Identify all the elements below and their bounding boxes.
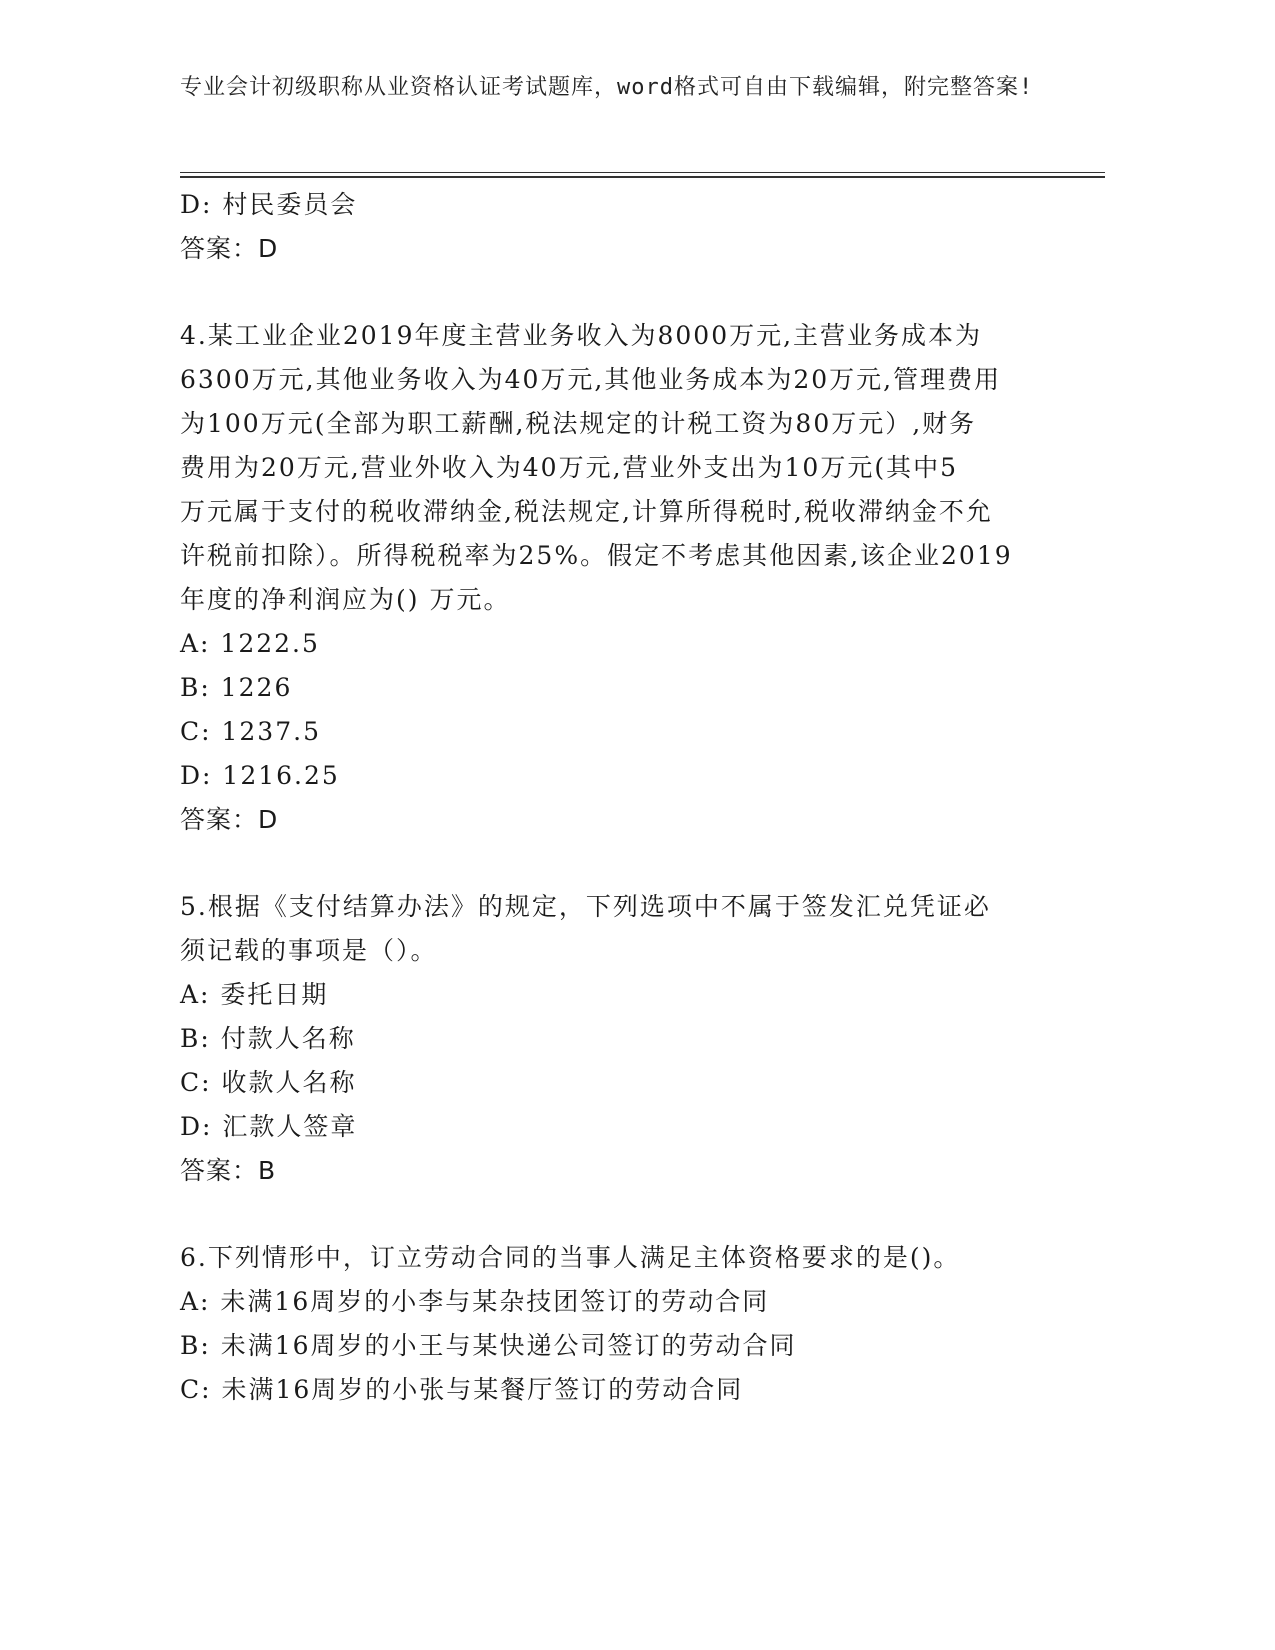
question-5-line: 须记载的事项是（）。 (180, 936, 438, 965)
header-divider-thin (180, 172, 1105, 173)
question-4-option-b: B: 1226 (180, 673, 293, 702)
document-header: 专业会计初级职称从业资格认证考试题库，word格式可自由下载编辑，附完整答案! (180, 75, 1034, 100)
question-5-line: 5.根据《支付结算办法》的规定，下列选项中不属于签发汇兑凭证必 (180, 892, 991, 921)
question-content (180, 183, 1060, 1412)
header-divider-thick (180, 176, 1105, 178)
spacer (180, 271, 1060, 314)
question-5-option-d: D: 汇款人签章 (180, 1112, 358, 1141)
question-4 (180, 314, 1060, 842)
question-6-line: 6.下列情形中，订立劳动合同的当事人满足主体资格要求的是()。 (180, 1243, 961, 1272)
question-5-option-b: B: 付款人名称 (180, 1024, 356, 1053)
question-4-line: 6300万元,其他业务收入为40万元,其他业务成本为20万元,管理费用 (180, 365, 1002, 394)
question-4-line: 为100万元(全部为职工薪酬,税法规定的计税工资为80万元）,财务 (180, 409, 977, 438)
question-5-answer: 答案：B (180, 1156, 277, 1185)
question-4-line: 费用为20万元,营业外收入为40万元,营业外支出为10万元(其中5 (180, 453, 958, 482)
spacer (180, 1193, 1060, 1236)
question-4-line: 万元属于支付的税收滞纳金,税法规定,计算所得税时,税收滞纳金不允 (180, 497, 993, 526)
question-4-option-d: D: 1216.25 (180, 761, 340, 790)
question-4-option-a: A: 1222.5 (180, 629, 320, 658)
question-4-option-c: C: 1237.5 (180, 717, 321, 746)
question-4-answer: 答案：D (180, 805, 279, 834)
question-4-line: 4.某工业企业2019年度主营业务收入为8000万元,主营业务成本为 (180, 321, 983, 350)
question-4-line: 年度的净利润应为() 万元。 (180, 585, 511, 614)
question-6-option-c: C: 未满16周岁的小张与某餐厅签订的劳动合同 (180, 1375, 744, 1404)
question-4-line: 许税前扣除）。所得税税率为25%。假定不考虑其他因素,该企业2019 (180, 541, 1013, 570)
question-5 (180, 885, 1060, 1193)
question-6-option-b: B: 未满16周岁的小王与某快递公司签订的劳动合同 (180, 1331, 797, 1360)
question-5-option-a: A: 委托日期 (180, 980, 329, 1009)
prev-answer: 答案：D (180, 234, 279, 263)
question-6-option-a: A: 未满16周岁的小李与某杂技团签订的劳动合同 (180, 1287, 770, 1316)
spacer (180, 842, 1060, 885)
question-6 (180, 1236, 1060, 1412)
prev-option-d: D: 村民委员会 (180, 190, 358, 219)
question-5-option-c: C: 收款人名称 (180, 1068, 357, 1097)
